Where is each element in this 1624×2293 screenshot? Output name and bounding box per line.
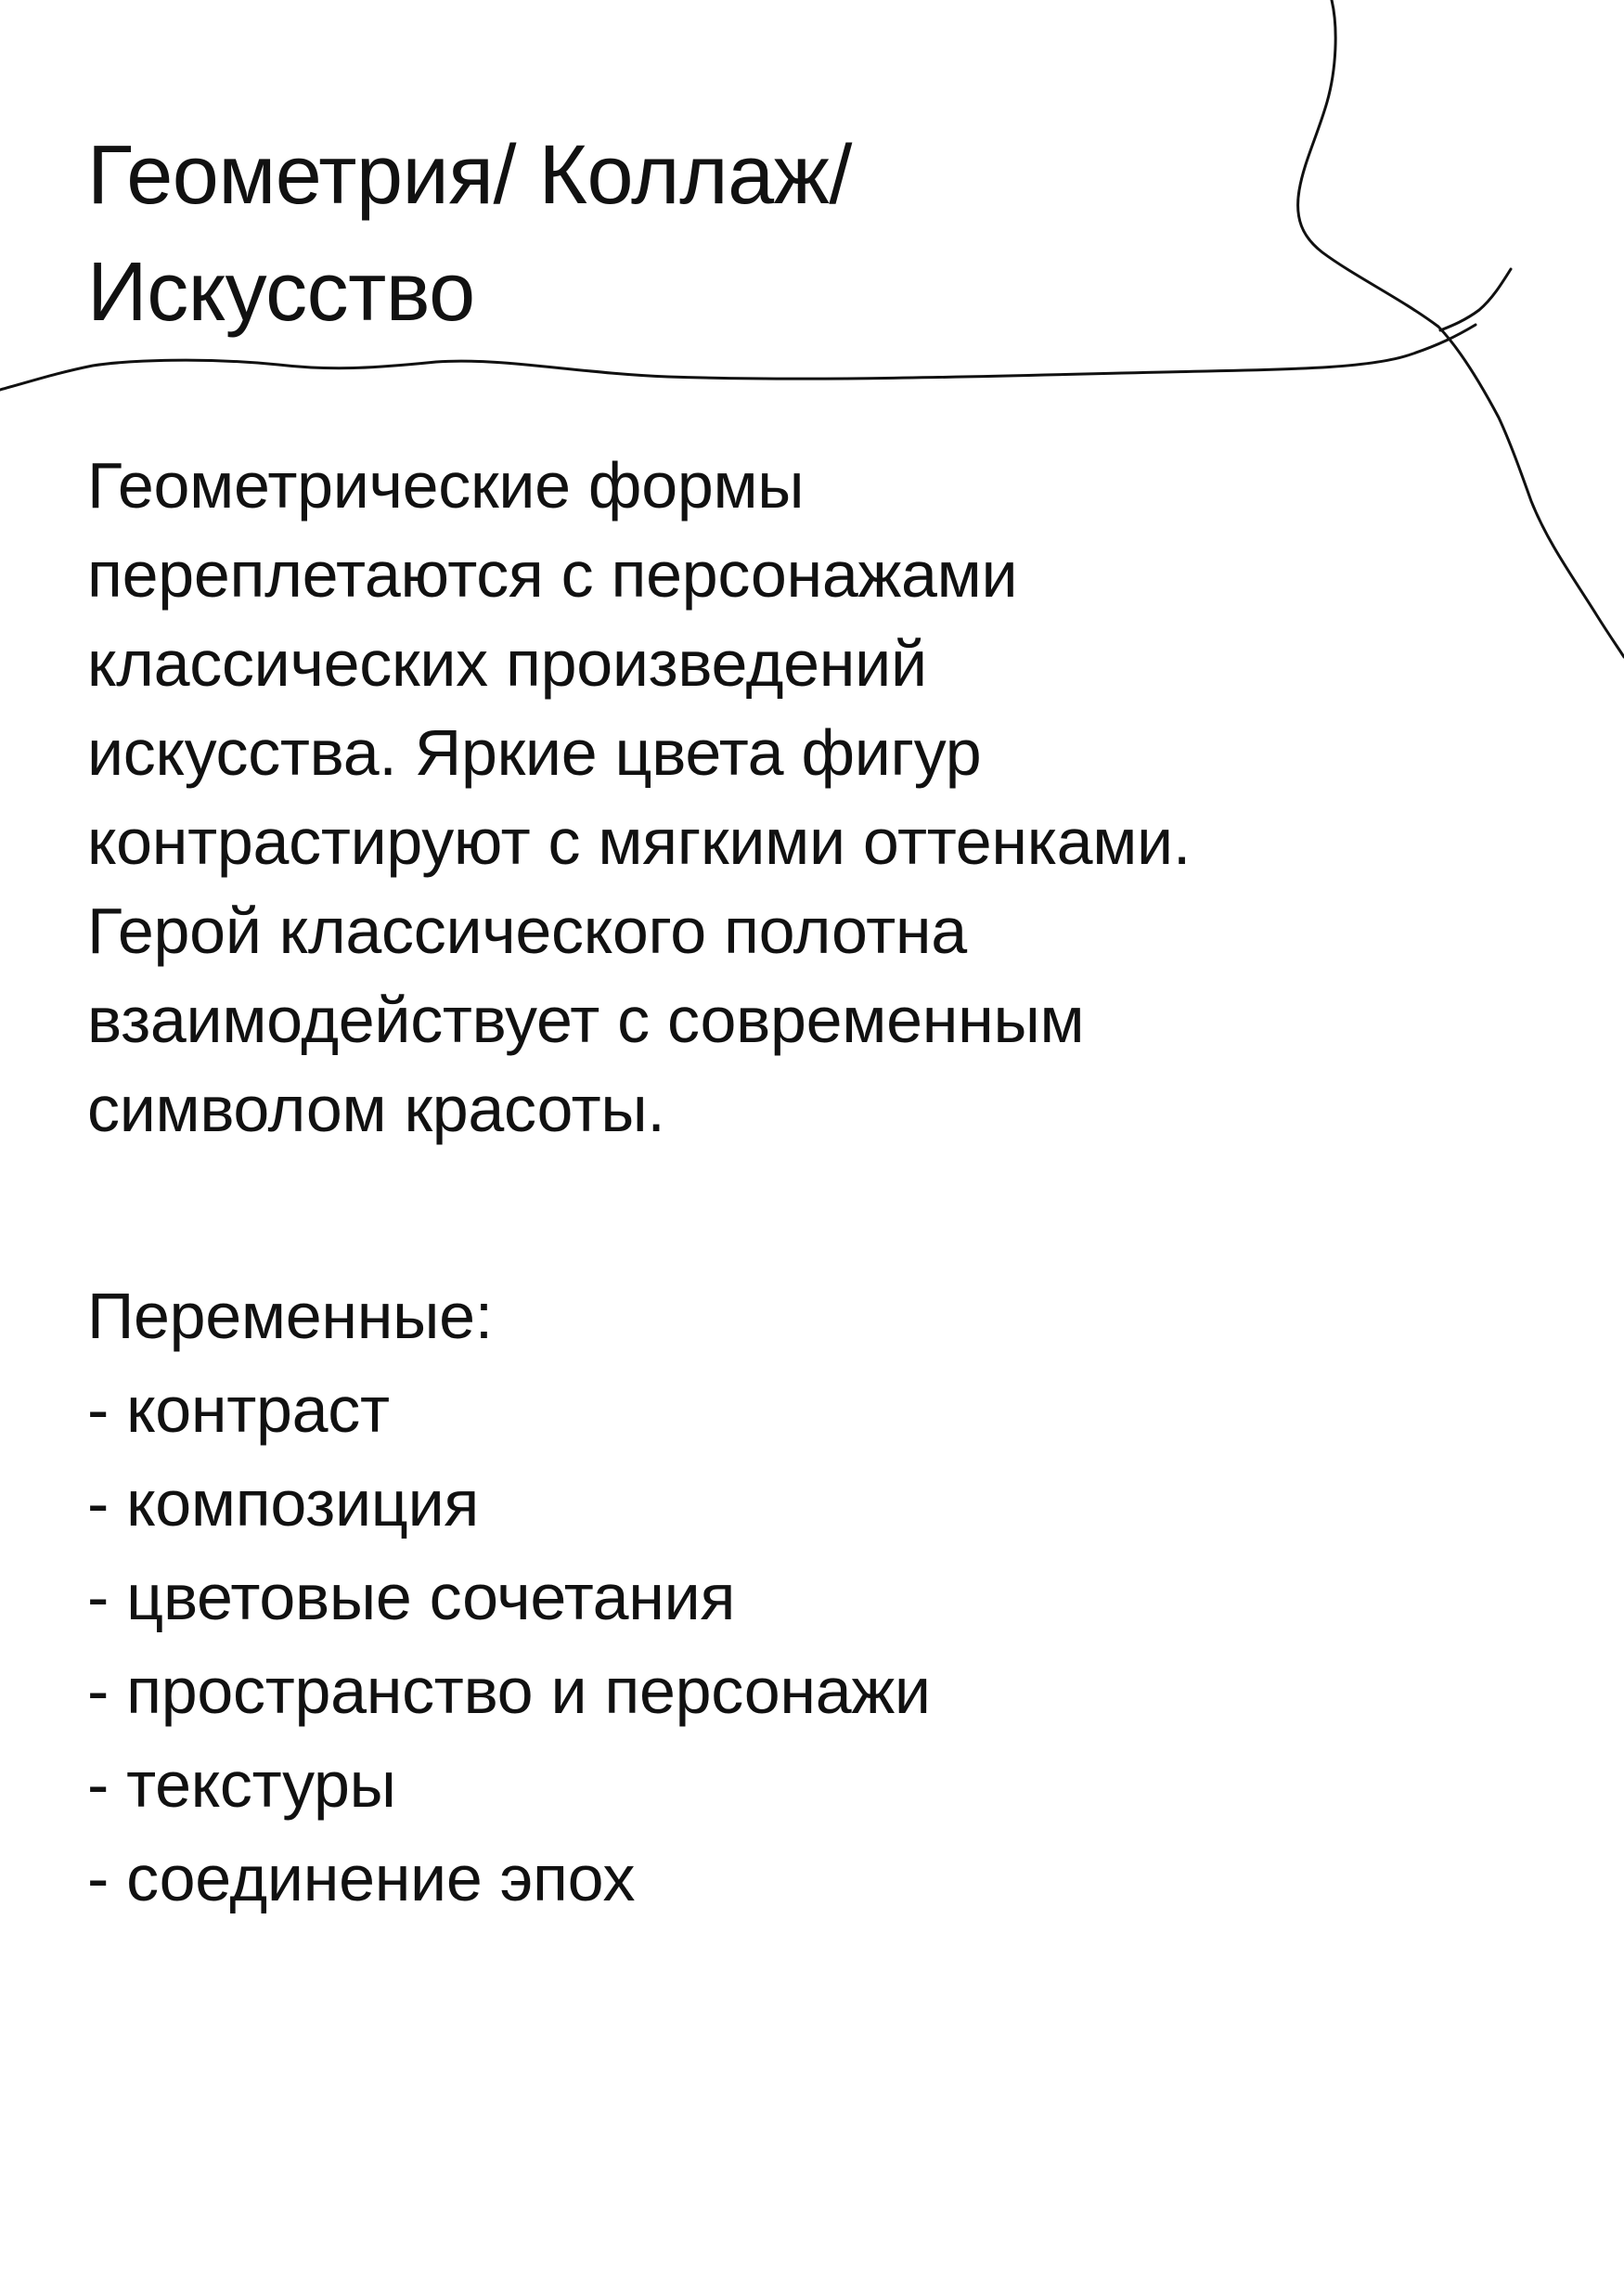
page-title bbox=[87, 117, 1275, 351]
description-line: Геометрические формы bbox=[87, 449, 805, 522]
description-line: Герой классического полотна bbox=[87, 895, 967, 967]
description-line: взаимодействует с современным bbox=[87, 984, 1085, 1056]
list-item: - соединение эпох bbox=[87, 1842, 636, 1914]
list-item: - цветовые сочетания bbox=[87, 1561, 736, 1633]
title-line: Геометрия/ Коллаж/ bbox=[87, 129, 852, 222]
variables-section bbox=[87, 1269, 1479, 1926]
description-line: классических произведений bbox=[87, 627, 927, 700]
description-line: искусства. Яркие цвета фигур bbox=[87, 716, 982, 789]
description-paragraph bbox=[87, 441, 1553, 1153]
description-line: символом красоты. bbox=[87, 1073, 665, 1145]
title-line: Искусство bbox=[87, 246, 475, 339]
variables-heading: Переменные: bbox=[87, 1280, 493, 1352]
hand-drawn-line-diagonal bbox=[1440, 269, 1511, 330]
variables-list bbox=[87, 1363, 1479, 1926]
list-item: - композиция bbox=[87, 1467, 479, 1539]
description-line: контрастируют с мягкими оттенками. bbox=[87, 805, 1191, 878]
list-item: - текстуры bbox=[87, 1748, 396, 1821]
list-item: - пространство и персонажи bbox=[87, 1655, 931, 1727]
description-line: переплетаются с персонажами bbox=[87, 538, 1018, 611]
list-item: - контраст bbox=[87, 1373, 390, 1446]
